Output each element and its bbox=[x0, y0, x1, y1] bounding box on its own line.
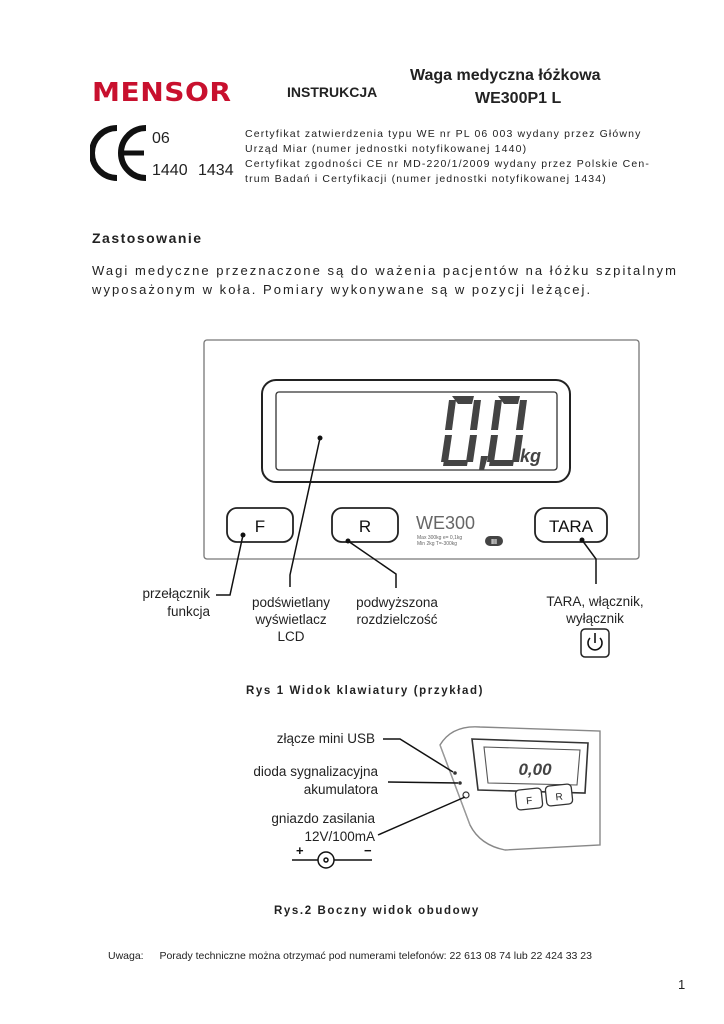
usb-port bbox=[453, 771, 457, 775]
model-label: WE300 bbox=[416, 513, 476, 533]
label-line: funkcja bbox=[167, 604, 210, 619]
product-title: Waga medyczna łóżkowa bbox=[410, 67, 601, 84]
figure2-caption: Rys.2 Boczny widok obudowy bbox=[274, 905, 480, 917]
label-usb: złącze mini USB bbox=[276, 731, 375, 746]
label-battery-led bbox=[200, 763, 378, 799]
lcd-unit: kg bbox=[520, 446, 542, 466]
page-number: 1 bbox=[678, 977, 686, 992]
accuracy-class: III bbox=[491, 539, 497, 546]
label-line: TARA, włącznik, bbox=[546, 594, 644, 609]
r-key-label: R bbox=[358, 517, 372, 536]
plus-sign: + bbox=[296, 843, 304, 858]
notified-body-1440: 1440 bbox=[152, 162, 188, 179]
label-tara bbox=[530, 593, 660, 627]
label-line: dioda sygnalizacyjna bbox=[253, 764, 378, 779]
product-model: WE300P1 L bbox=[475, 90, 562, 107]
label-line: LCD bbox=[277, 629, 305, 644]
f-key-label: F bbox=[254, 517, 266, 536]
note-label: Uwaga: bbox=[108, 950, 144, 962]
dc-polarity-icon bbox=[292, 852, 372, 868]
label-line: wyłącznik bbox=[566, 611, 624, 626]
notified-body-1434: 1434 bbox=[198, 162, 234, 179]
label-resolution bbox=[342, 594, 452, 628]
label-line: podświetlany bbox=[251, 595, 331, 610]
section-heading: Zastosowanie bbox=[92, 230, 203, 246]
usage-paragraph: Wagi medyczne przeznaczone są do ważenia pacjentów na łóżku szpitalnym wyposażonym w koła. Pomiary wykonywane są w pozycji leżącej. bbox=[92, 263, 678, 297]
mini-lcd-digits: 0,00 bbox=[518, 760, 552, 779]
spec-line-1: Max 300kg e= 0,1kg bbox=[417, 535, 463, 541]
label-line: gniazdo zasilania bbox=[271, 811, 375, 826]
certification-text bbox=[245, 127, 681, 187]
mini-r-label: R bbox=[555, 791, 564, 804]
cert-line: Certyfikat zatwierdzenia typu WE nr PL 06 003 wydany przez Główny bbox=[245, 128, 642, 140]
figure1-caption: Rys 1 Widok klawiatury (przykład) bbox=[246, 685, 485, 697]
label-power-socket bbox=[200, 810, 375, 846]
ce-mark-icon bbox=[90, 124, 150, 184]
label-line: wyświetlacz bbox=[255, 612, 327, 627]
label-line: przełącznik bbox=[142, 586, 210, 601]
document-type: INSTRUKCJA bbox=[287, 84, 378, 100]
label-line: rozdzielczość bbox=[356, 612, 438, 627]
minus-sign: − bbox=[364, 843, 372, 858]
label-line: 12V/100mA bbox=[304, 829, 375, 844]
notified-year: 06 bbox=[152, 130, 170, 147]
label-lcd bbox=[236, 594, 346, 645]
note-text: Porady techniczne można otrzymać pod numerami telefonów: 22 613 08 74 lub 22 424 33 23 bbox=[159, 950, 592, 962]
brand-logo: MENSOR bbox=[92, 78, 232, 108]
footer-note bbox=[108, 950, 592, 962]
cert-line: Urząd Miar (numer jednostki notyfikowanej 1440) bbox=[245, 143, 528, 155]
label-line: akumulatora bbox=[303, 782, 378, 797]
mini-f-label: F bbox=[525, 795, 533, 808]
cert-line: trum Badań i Certyfikacji (numer jednostki notyfikowanej 1434) bbox=[245, 173, 607, 185]
spec-line-2: Min 2kg T=-300kg bbox=[417, 541, 458, 547]
tara-key-label: TARA bbox=[548, 517, 594, 536]
cert-line: Certyfikat zgodności CE nr MD-220/1/2009 wydany przez Polskie Cen- bbox=[245, 158, 651, 170]
label-line: podwyższona bbox=[356, 595, 438, 610]
label-function-switch bbox=[112, 585, 210, 621]
battery-led bbox=[458, 781, 462, 785]
